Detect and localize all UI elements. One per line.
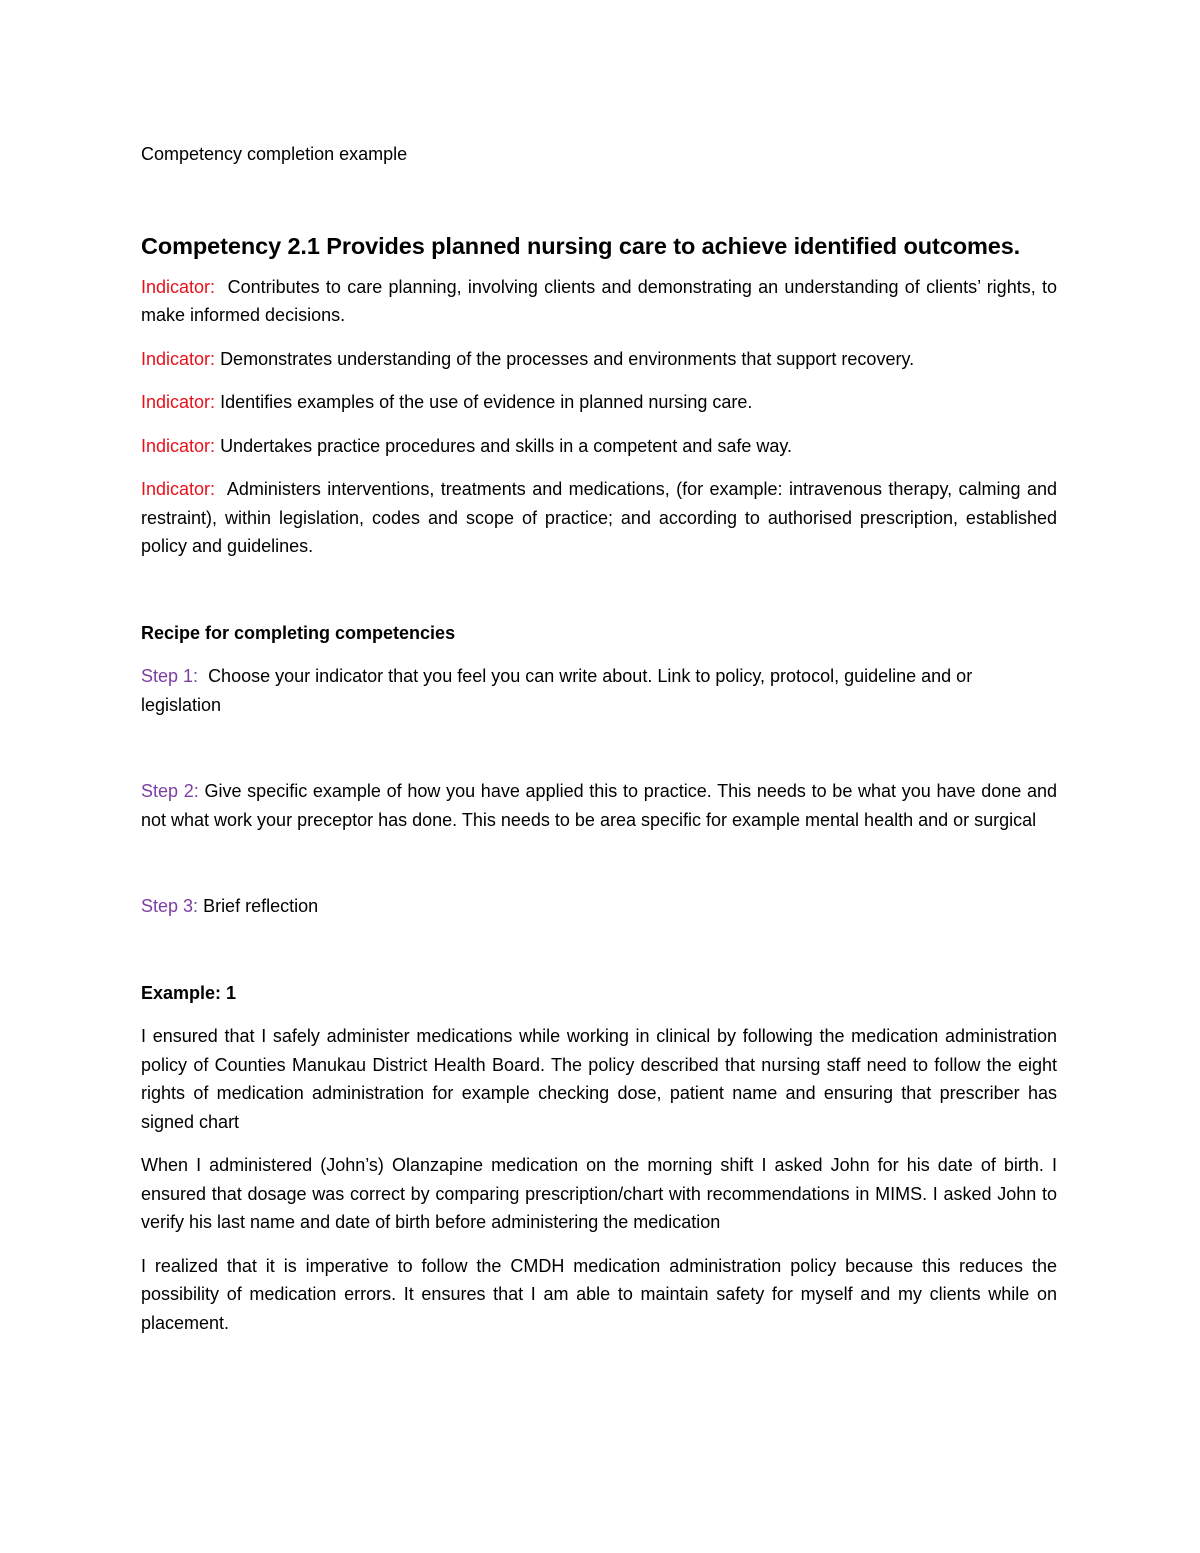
step-text: Brief reflection: [203, 896, 319, 916]
indicator-text: Identifies examples of the use of evidence in planned nursing care.: [220, 392, 753, 412]
indicator-item: [141, 388, 1057, 417]
intro-title: Competency completion example: [141, 144, 408, 164]
example-paragraph: I realized that it is imperative to follow the CMDH medication administration policy because this reduces the possibility of medication errors. It ensures that I am able to maintain safety for myself and my clients while on placement.: [141, 1255, 1057, 1333]
indicator-text: Demonstrates understanding of the processes and environments that support recovery.: [220, 348, 915, 369]
indicator-item: [141, 273, 1057, 330]
example-paragraph: When I administered (John’s) Olanzapine medication on the morning shift I asked John for his date of birth. I ensured that dosage was correct by comparing prescription/chart with recommendations in MIMS. I asked John to verify his last name and date of birth before administering the medication: [141, 1155, 1057, 1232]
indicator-text: Undertakes practice procedures and skills in a competent and safe way.: [220, 435, 793, 456]
step-label: Step 2:: [141, 781, 199, 801]
indicator-text: Contributes to care planning, involving clients and demonstrating an understanding of clients’ rights, to make informed decisions.: [141, 276, 1057, 325]
indicator-label: Indicator:: [141, 392, 216, 412]
step-label: Step 3:: [141, 896, 199, 916]
step-text: Give specific example of how you have applied this to practice. This needs to be what you have done and not what work your preceptor has done. This needs to be area specific for example mental health and or surgical: [141, 781, 1057, 830]
indicator-label: Indicator:: [141, 479, 216, 499]
competency-heading: Competency 2.1 Provides planned nursing care to achieve identified outcomes.: [141, 232, 1021, 259]
indicator-label: Indicator:: [141, 276, 216, 297]
indicator-label: Indicator:: [141, 348, 216, 369]
indicator-item: [141, 475, 1057, 561]
indicator-label: Indicator:: [141, 435, 216, 456]
recipe-title: Recipe for completing competencies: [141, 622, 456, 643]
step-item: [141, 777, 1057, 834]
step-item: [141, 892, 1057, 921]
indicator-item: [141, 432, 1057, 461]
indicator-item: [141, 345, 1057, 374]
example-paragraph: I ensured that I safely administer medications while working in clinical by following the medication administration policy of Counties Manukau District Health Board. The policy described that nursing staff need to follow the eight rights of medication administration for example checking dose, patient name and ensuring that prescriber has signed chart: [141, 1026, 1057, 1132]
document-body: [141, 140, 1057, 1352]
step-item: [141, 662, 1057, 719]
example-title: Example: 1: [141, 982, 237, 1003]
indicator-text: Administers interventions, treatments and medications, (for example: intravenous therapy, calming and restraint), within legislation, codes and scope of practice; and according to authorised prescription, established policy and guidelines.: [141, 479, 1057, 556]
step-label: Step 1:: [141, 666, 199, 686]
step-text: Choose your indicator that you feel you can write about. Link to policy, protocol, guideline and or legislation: [141, 666, 973, 715]
